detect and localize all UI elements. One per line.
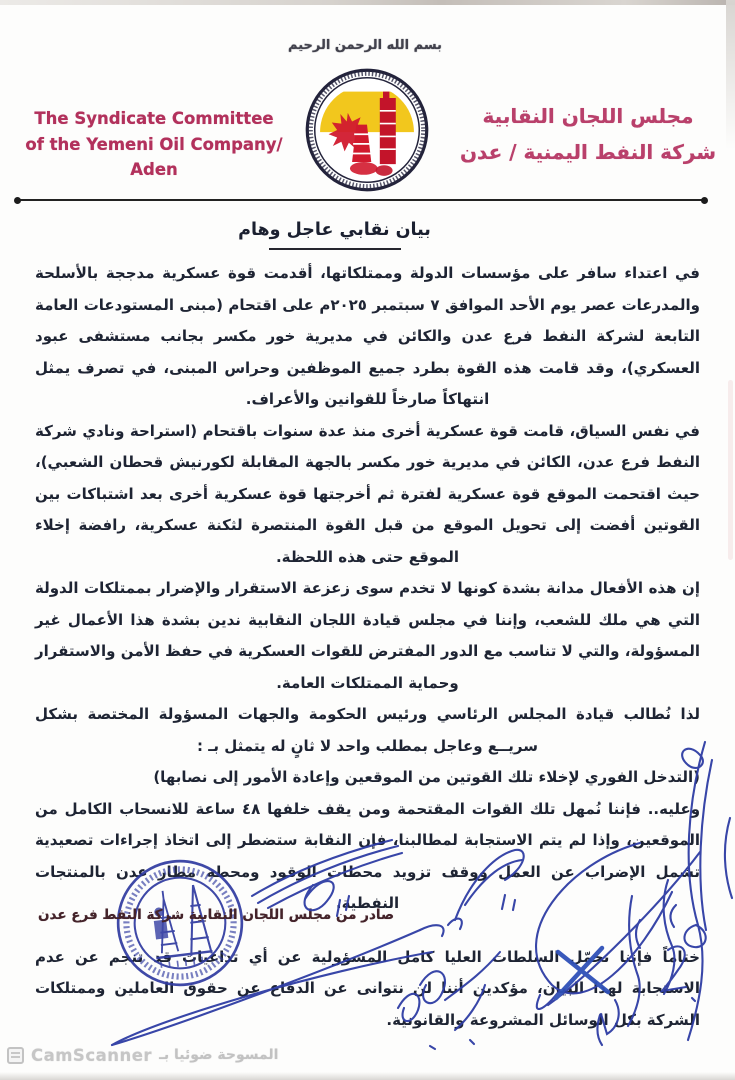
- scan-artifact-smudge: [728, 380, 733, 560]
- org-name-english-line1: The Syndicate Committee: [34, 109, 274, 128]
- company-logo: [303, 66, 431, 194]
- union-round-stamp: [113, 856, 247, 990]
- bismillah-calligraphy: بسم الله الرحمن الرحيم: [288, 38, 442, 53]
- org-name-arabic: [452, 98, 724, 170]
- scan-artifact-top-edge: [0, 0, 735, 5]
- issued-by-line: صادر من مجلس اللجان النقابية شركة النفط فرع عدن: [38, 907, 394, 923]
- org-name-arabic-line2: شركة النفط اليمنية / عدن: [459, 140, 717, 164]
- paragraph-club-occupation: في نفس السياق، قامت قوة عسكرية أخرى منذ عدة سنوات باقتحام (استراحة ونادي شركة النفط فرع عدن، الكائن في مديرية خور مكسر بالجهة المقابلة لكورنيش قحطان الشعبي)، حيث اقتحمت الموقع قوة عسكرية لفترة ثم أخرجتها قوة عسكرية أخرى بعد اشتباكات بين القوتين أفضت إلى تحويل الموقع من قبل القوة المنتصرة لثكنة عسكرية، رافضة إخلاء الموقع حتى هذه اللحظة.: [35, 421, 700, 566]
- camscanner-brand-text: CamScanner: [31, 1045, 153, 1065]
- paragraph-condemnation: إن هذه الأفعال مدانة بشدة كونها لا تخدم سوى زعزعة الاستقرار والإضرار بممتلكات الدولة التي هي ملك للشعب، وإننا في مجلس قيادة اللجان النقابية ندين بشدة هذا الأعمال غير المسؤولة، والتي لا تناسب مع الدور المفترض للقوات العسكرية في حفظ الأمن والاستقرار وحماية الممتلكات العامة.: [35, 579, 700, 692]
- paragraph-demand: (التدخل الفوري لإخلاء تلك القوتين من الموقعين وإعادة الأمور إلى نصابها): [153, 768, 700, 786]
- paragraph-demand-intro: لذا نُطالب قيادة المجلس الرئاسي ورئيس الحكومة والجهات المسؤولة المختصة بشكل سريــع وعاجل بمطلب واحد لا ثانٍ له يتمثل بـ :: [35, 705, 700, 755]
- signature-edge-stroke: [725, 818, 732, 898]
- camscanner-arabic-text: المسوحة ضوئيا بـ: [159, 1047, 279, 1063]
- org-name-arabic-line1: مجلس اللجان النقابية: [482, 104, 694, 128]
- camscanner-icon: [7, 1047, 24, 1064]
- statement-title: [0, 220, 669, 250]
- header-divider-rule: [16, 199, 706, 201]
- statement-title-text: بيان نقابي عاجل وهام: [238, 220, 431, 240]
- org-name-english-line2: of the Yemeni Oil Company/ Aden: [25, 134, 283, 180]
- scan-artifact-right-edge: [726, 0, 735, 150]
- paragraph-ultimatum: وعليه.. فإننا نُمهل تلك القوات المقتحمة ومن يقف خلفها ٤٨ ساعة للانسحاب الكامل من الموقعين، وإذا لم يتم الاستجابة لمطالبنا، فإن النقابة ستضطر إلى اتخاذ إجراءات تصعيدية تشمل الإضراب عن العمل ووقف تزويد محطات الوقود ومحطة مطار عدن بالمنتجات النفطية.: [35, 799, 701, 912]
- scan-artifact-bottom-edge: [0, 1072, 735, 1080]
- paragraph-attack-warehouses: في اعتداء سافر على مؤسسات الدولة وممتلكاتها، أقدمت قوة عسكرية مدججة بالأسلحة والمدرعات عصر يوم الأحد الموافق ٧ سبتمبر ٢٠٢٥م على اقتحام (مبنى المستودعات العامة التابعة لشركة النفط فرع عدن والكائن في مديرية خور مكسر بجانب مستشفى عبود العسكري)، وقد قامت هذه القوة بطرد جميع الموظفين وحراس المبنى، في تصرف يمثل انتهاكاً صارخاً للقوانين والأعراف.: [35, 264, 700, 408]
- title-underline: [269, 248, 401, 250]
- org-name-english: [8, 106, 300, 183]
- camscanner-watermark: [7, 1042, 278, 1068]
- paragraph-closing: ختاماً فإننا نحمّل السلطات العليا كامل المسؤولية عن أي تداعيات قد تنجم عن عدم الاستجابة لهذا البيان، مؤكدين أننا لن نتوانى عن الدفاع عن حقوق العاملين وممتلكات الشركة بكل الوسائل المشروعة والقانونية.: [35, 947, 700, 1029]
